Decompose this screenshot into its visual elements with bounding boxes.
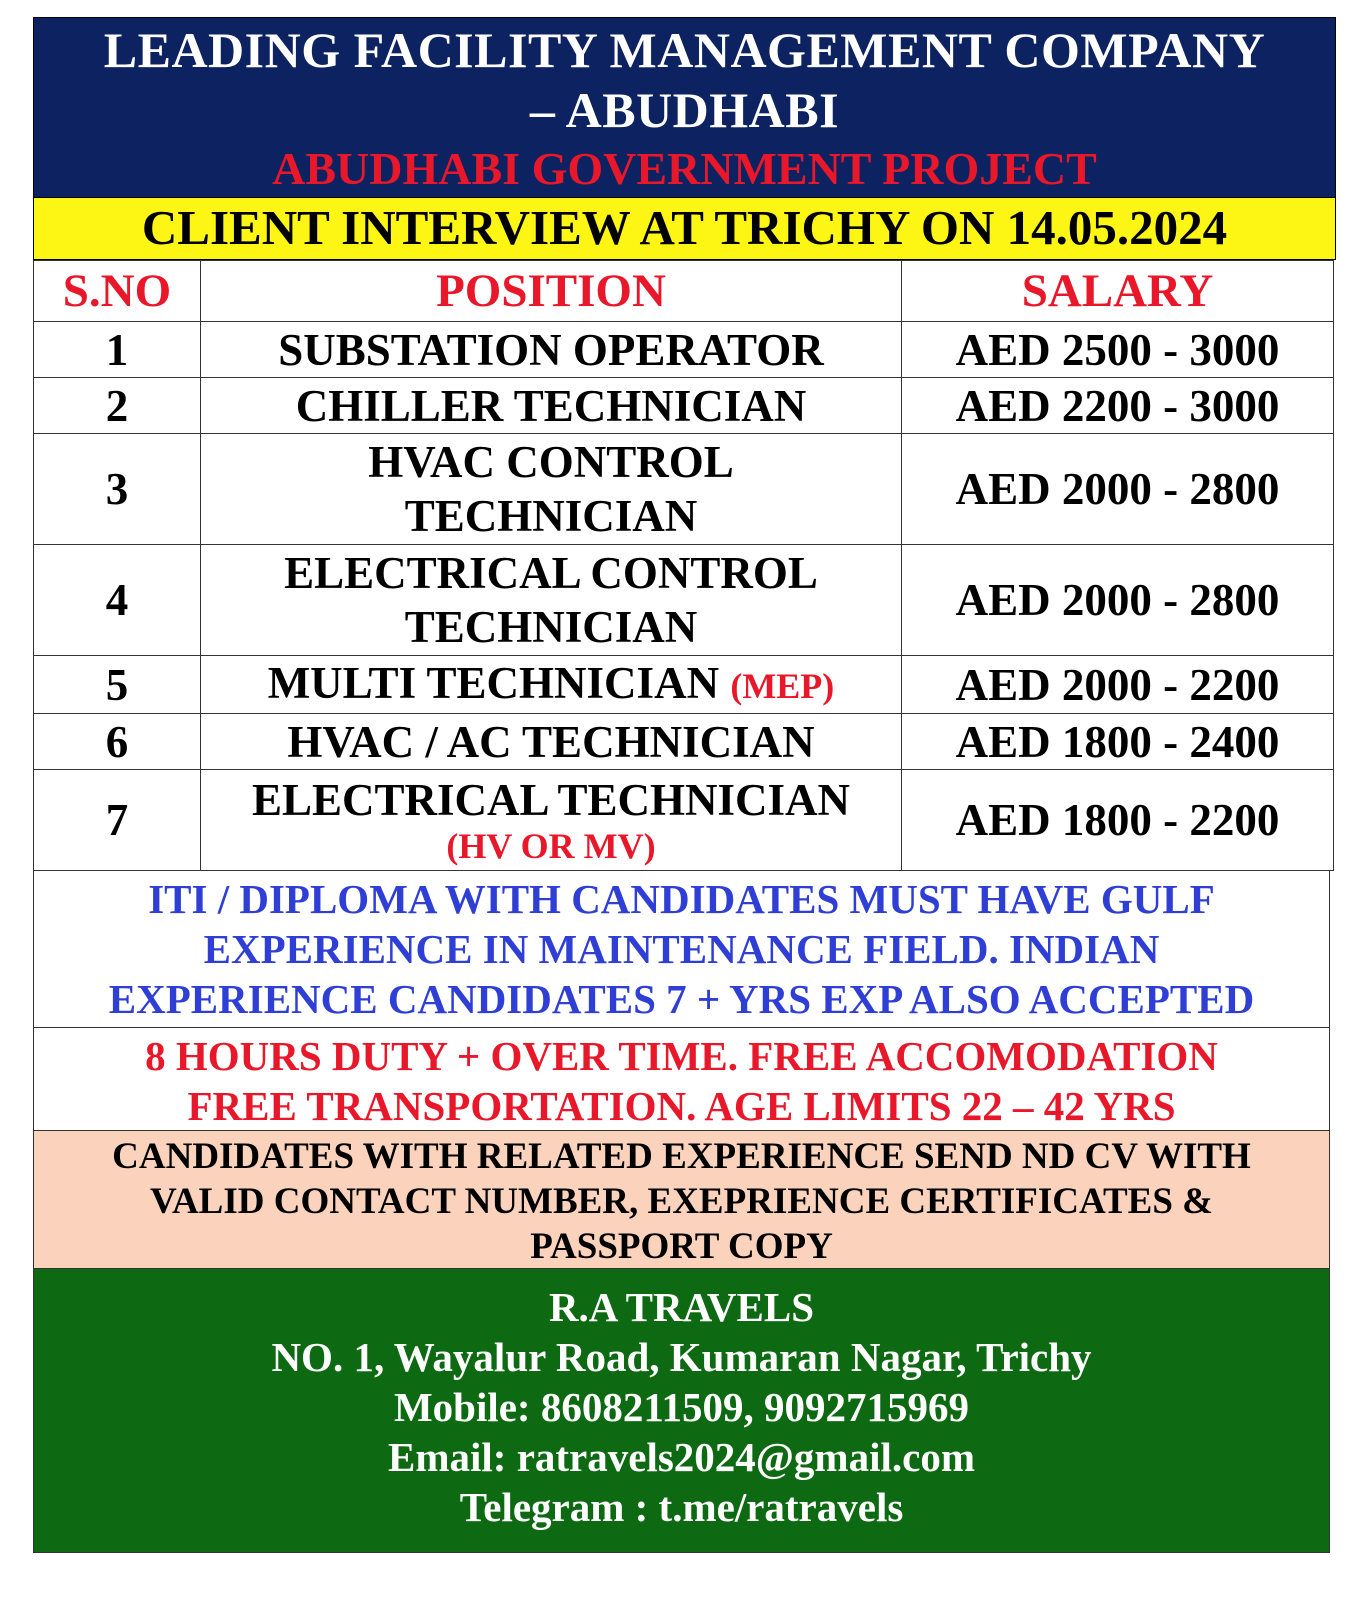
row-sno: 2 <box>34 378 201 434</box>
benefits-line: FREE TRANSPORTATION. AGE LIMITS 22 – 42 YRS <box>187 1083 1176 1129</box>
row-sno: 7 <box>34 770 201 871</box>
row-salary: AED 2000 - 2800 <box>902 545 1334 656</box>
table-row <box>34 378 1334 434</box>
table-row <box>34 656 1334 714</box>
table-row <box>34 434 1334 545</box>
row-position: CHILLER TECHNICIAN <box>201 378 902 434</box>
contact-telegram: Telegram : t.me/ratravels <box>459 1484 904 1530</box>
row-sno: 6 <box>34 714 201 770</box>
contact-email: Email: ratravels2024@gmail.com <box>388 1434 975 1480</box>
apply-instructions <box>33 1131 1330 1269</box>
row-sno: 1 <box>34 322 201 378</box>
row-salary: AED 2500 - 3000 <box>902 322 1334 378</box>
table-row <box>34 714 1334 770</box>
header-banner <box>33 17 1336 198</box>
row-salary: AED 1800 - 2400 <box>902 714 1334 770</box>
row-sno: 3 <box>34 434 201 545</box>
company-name: R.A TRAVELS <box>548 1284 815 1330</box>
row-position <box>201 545 902 656</box>
table-row <box>34 322 1334 378</box>
requirements-section <box>33 871 1330 1028</box>
interview-banner: CLIENT INTERVIEW AT TRICHY ON 14.05.2024 <box>33 198 1336 260</box>
row-position-tag: (HV OR MV) <box>446 826 656 866</box>
row-sno: 5 <box>34 656 201 714</box>
requirements-line: ITI / DIPLOMA WITH CANDIDATES MUST HAVE GULF <box>148 876 1215 922</box>
row-salary: AED 1800 - 2200 <box>902 770 1334 871</box>
row-position <box>201 770 902 871</box>
job-poster <box>33 17 1336 1553</box>
row-position <box>201 656 902 714</box>
row-position-text: MULTI TECHNICIAN <box>267 658 731 708</box>
row-position-line1: HVAC CONTROL <box>368 437 734 487</box>
row-position: SUBSTATION OPERATOR <box>201 322 902 378</box>
header-title-line1: LEADING FACILITY MANAGEMENT COMPANY <box>103 22 1266 78</box>
row-position-tag: (MEP) <box>730 666 835 706</box>
column-header-sno: S.NO <box>34 261 201 322</box>
benefits-section <box>33 1028 1330 1131</box>
apply-line: PASSPORT COPY <box>530 1226 833 1267</box>
contact-mobile: Mobile: 8608211509, 9092715969 <box>393 1384 970 1430</box>
table-header-row <box>34 261 1334 322</box>
apply-line: CANDIDATES WITH RELATED EXPERIENCE SEND ND CV WITH <box>112 1136 1251 1177</box>
row-position-line2: TECHNICIAN <box>404 491 698 541</box>
requirements-line: EXPERIENCE IN MAINTENANCE FIELD. INDIAN <box>203 926 1160 972</box>
contact-footer <box>33 1269 1330 1553</box>
row-position-line2: TECHNICIAN <box>404 602 698 652</box>
positions-table <box>33 260 1334 871</box>
header-title-line2: – ABUDHABI <box>529 82 840 138</box>
row-position: HVAC / AC TECHNICIAN <box>201 714 902 770</box>
apply-line: VALID CONTACT NUMBER, EXEPRIENCE CERTIFICATES & <box>150 1181 1213 1222</box>
row-position <box>201 434 902 545</box>
company-address: NO. 1, Wayalur Road, Kumaran Nagar, Trichy <box>271 1334 1092 1380</box>
row-sno: 4 <box>34 545 201 656</box>
requirements-line: EXPERIENCE CANDIDATES 7 + YRS EXP ALSO ACCEPTED <box>108 976 1255 1022</box>
row-position-line1: ELECTRICAL CONTROL <box>284 548 818 598</box>
table-row <box>34 545 1334 656</box>
row-position-text: ELECTRICAL TECHNICIAN <box>251 775 851 825</box>
row-salary: AED 2000 - 2200 <box>902 656 1334 714</box>
row-salary: AED 2200 - 3000 <box>902 378 1334 434</box>
table-row <box>34 770 1334 871</box>
header-subtitle: ABUDHABI GOVERNMENT PROJECT <box>272 143 1097 194</box>
column-header-position: POSITION <box>201 261 902 322</box>
row-salary: AED 2000 - 2800 <box>902 434 1334 545</box>
column-header-salary: SALARY <box>902 261 1334 322</box>
benefits-line: 8 HOURS DUTY + OVER TIME. FREE ACCOMODATION <box>145 1033 1218 1079</box>
